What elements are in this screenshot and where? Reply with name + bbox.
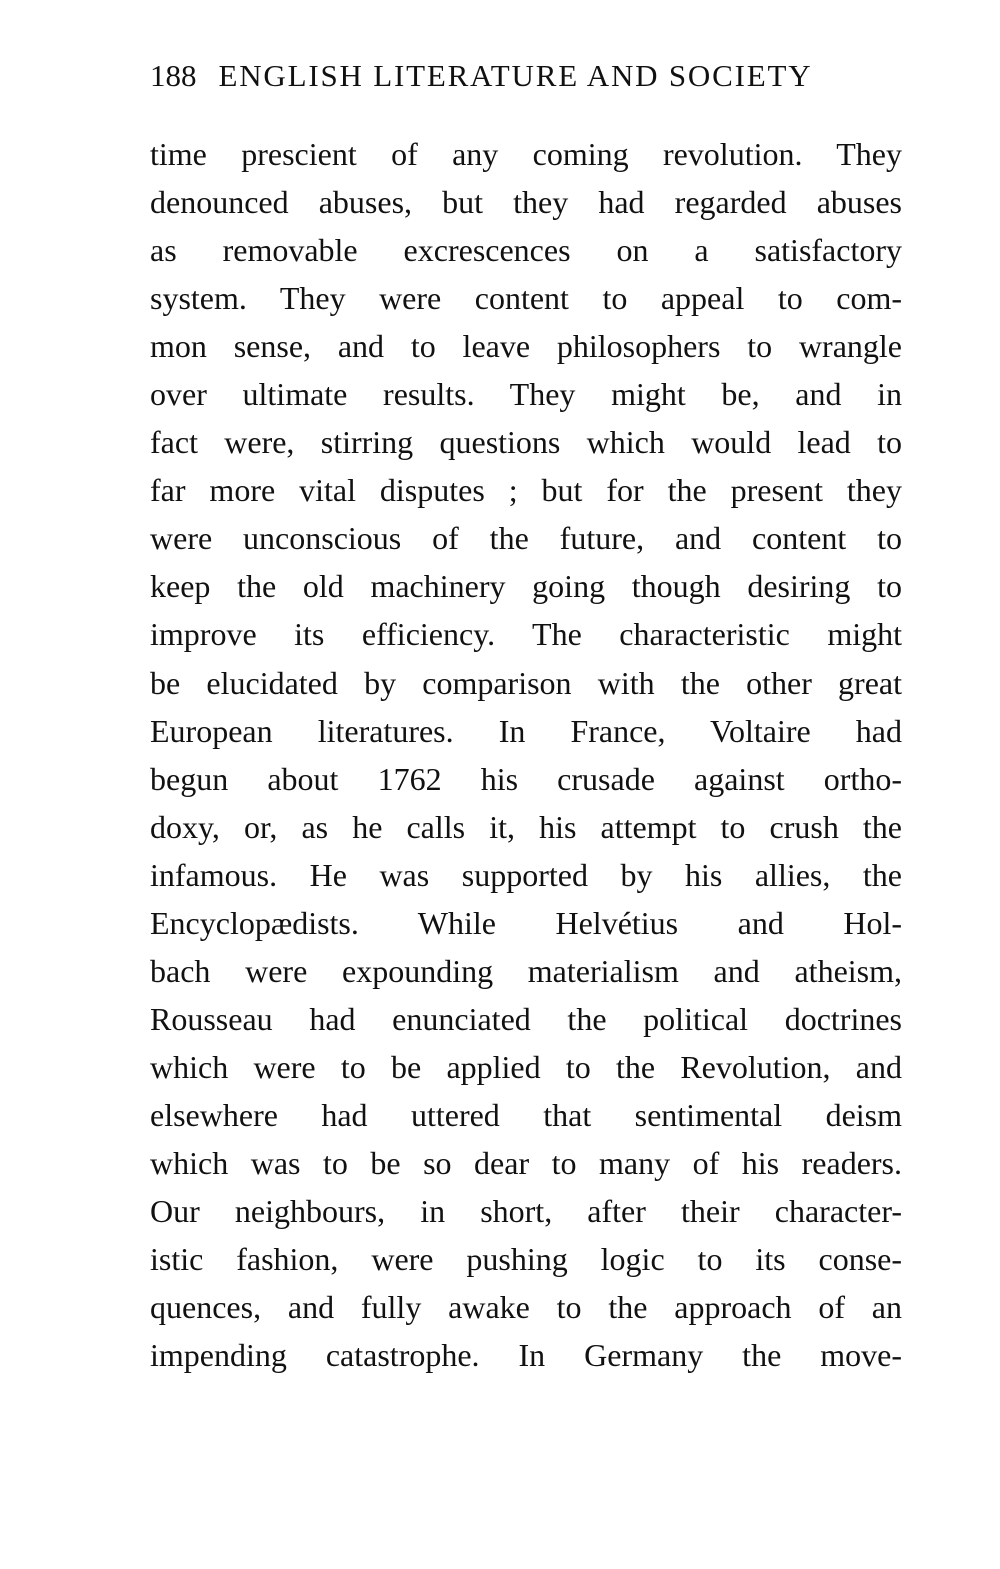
text-line: over ultimate results. They might be, and in: [150, 376, 902, 413]
text-line: istic fashion, were pushing logic to its conse-: [150, 1241, 902, 1278]
text-line: doxy, or, as he calls it, his attempt to crush the: [150, 808, 902, 845]
text-line: begun about 1762 his crusade against ortho-: [150, 760, 902, 797]
text-line: denounced abuses, but they had regarded abuses: [150, 184, 902, 221]
text-line: improve its efficiency. The characteristic might: [150, 616, 902, 653]
text-line: quences, and fully awake to the approach of an: [150, 1289, 902, 1326]
text-line: mon sense, and to leave philosophers to wrangle: [150, 328, 902, 365]
text-line: were unconscious of the future, and content to: [150, 520, 902, 557]
text-line: system. They were content to appeal to com-: [150, 280, 902, 317]
text-line: European literatures. In France, Voltaire had: [150, 712, 902, 749]
text-line: fact were, stirring questions which would lead to: [150, 424, 902, 461]
text-line: which was to be so dear to many of his readers.: [150, 1144, 902, 1181]
text-line: Rousseau had enunciated the political doctrines: [150, 1000, 902, 1037]
running-head: [150, 58, 902, 102]
text-line: keep the old machinery going though desiring to: [150, 568, 902, 605]
text-line: elsewhere had uttered that sentimental deism: [150, 1096, 902, 1133]
text-line: which were to be applied to the Revolution, and: [150, 1048, 902, 1085]
page-number: 188: [150, 58, 197, 93]
text-line: time prescient of any coming revolution. They: [150, 136, 902, 172]
text-line: infamous. He was supported by his allies, the: [150, 856, 902, 893]
text-line: bach were expounding materialism and atheism,: [150, 952, 902, 989]
text-line: far more vital disputes ; but for the present they: [150, 472, 902, 509]
text-line: Encyclopædists. While Helvétius and Hol-: [150, 904, 902, 941]
text-line: Our neighbours, in short, after their character-: [150, 1193, 902, 1230]
text-line: impending catastrophe. In Germany the move-: [150, 1337, 902, 1374]
running-head-title: ENGLISH LITERATURE AND SOCIETY: [218, 58, 813, 93]
body-text: [150, 130, 902, 1379]
text-line: as removable excrescences on a satisfactory: [150, 232, 902, 269]
text-line: be elucidated by comparison with the other great: [150, 664, 902, 701]
